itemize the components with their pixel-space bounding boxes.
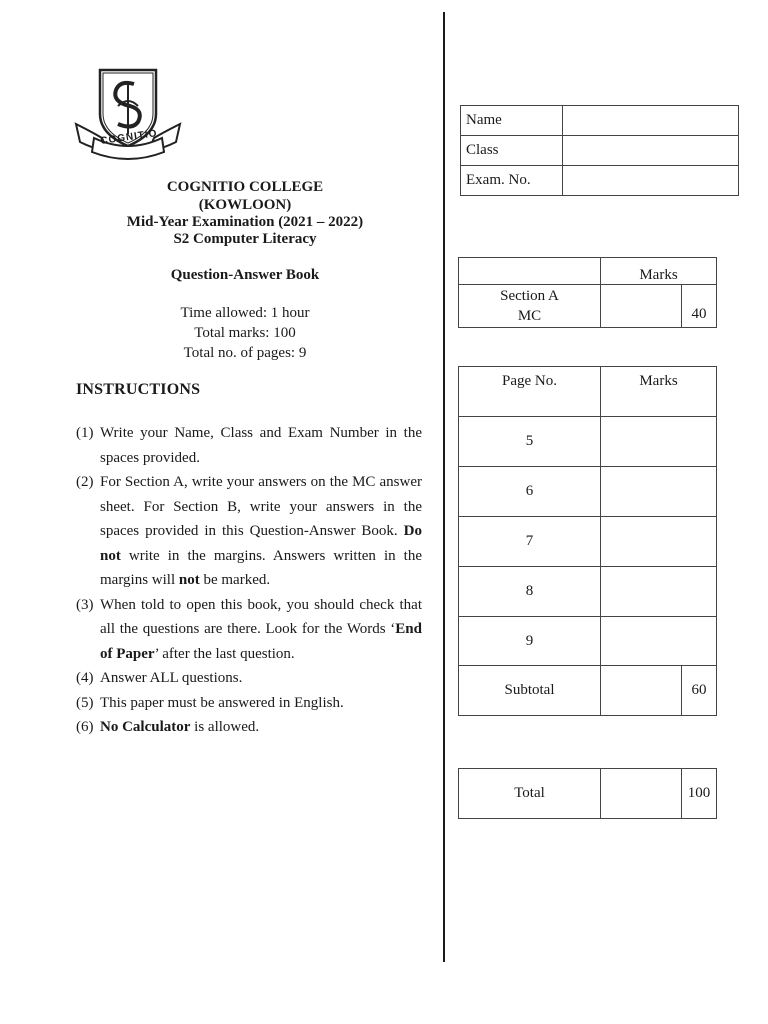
table-row xyxy=(459,367,717,417)
exam-no-field[interactable] xyxy=(563,166,739,196)
name-field[interactable] xyxy=(563,106,739,136)
instructions-list xyxy=(76,421,422,740)
table-row xyxy=(459,417,717,467)
page-number: 8 xyxy=(459,567,601,617)
total-label: Total xyxy=(459,769,601,819)
instruction-text: When told to open this book, you should check that all the questions are there. Look for the Words ‘ xyxy=(100,596,422,637)
class-label: Class xyxy=(461,136,563,166)
page-number: 5 xyxy=(459,417,601,467)
candidate-info-table xyxy=(460,105,739,196)
subtotal-max: 60 xyxy=(682,666,717,716)
table-row xyxy=(459,517,717,567)
instruction-item xyxy=(76,666,422,691)
school-name: COGNITIO COLLEGE xyxy=(166,179,324,195)
instruction-item xyxy=(76,470,422,593)
instruction-number: (4) xyxy=(76,670,94,686)
center-divider xyxy=(443,12,445,962)
table-row xyxy=(461,166,739,196)
book-title: Question-Answer Book xyxy=(170,267,320,283)
page-score-field[interactable] xyxy=(601,417,717,467)
instruction-emphasis: not xyxy=(178,572,200,588)
section-a-max: 40 xyxy=(682,285,717,328)
subject-title: S2 Computer Literacy xyxy=(173,231,317,247)
marks-header: Marks xyxy=(601,258,717,285)
instruction-number: (2) xyxy=(76,474,94,490)
exam-no-label: Exam. No. xyxy=(461,166,563,196)
exam-title: Mid-Year Examination (2021 – 2022) xyxy=(126,214,364,230)
instruction-text: This paper must be answered in English. xyxy=(100,694,344,711)
instruction-text: Write your Name, Class and Exam Number in the spaces provided. xyxy=(100,425,422,466)
name-label: Name xyxy=(461,106,563,136)
page-number: 6 xyxy=(459,467,601,517)
instruction-text: be marked. xyxy=(199,572,271,588)
total-pages: Total no. of pages: 9 xyxy=(183,345,307,361)
subtotal-score-field[interactable] xyxy=(601,666,682,716)
table-row xyxy=(461,106,739,136)
instruction-text: write in the margins. Answers written in the margins will xyxy=(100,547,422,588)
instruction-emphasis: No Calculator xyxy=(100,719,191,735)
instruction-text: is allowed. xyxy=(190,719,260,735)
time-allowed: Time allowed: 1 hour xyxy=(180,305,310,321)
subtotal-label: Subtotal xyxy=(459,666,601,716)
page-marks-table xyxy=(458,366,717,716)
section-a-label xyxy=(459,285,601,328)
total-max: 100 xyxy=(682,769,717,819)
page-no-header: Page No. xyxy=(459,367,601,417)
total-score-field[interactable] xyxy=(601,769,682,819)
table-row xyxy=(459,617,717,666)
page-number: 7 xyxy=(459,517,601,567)
page-score-field[interactable] xyxy=(601,467,717,517)
instruction-number: (3) xyxy=(76,596,94,613)
table-row xyxy=(459,567,717,617)
school-district: (KOWLOON) xyxy=(198,197,292,213)
table-row xyxy=(461,136,739,166)
table-row xyxy=(459,285,717,328)
instruction-item xyxy=(76,715,422,740)
instructions-title: INSTRUCTIONS xyxy=(76,381,201,398)
page-score-field[interactable] xyxy=(601,517,717,567)
instruction-item xyxy=(76,421,422,470)
instruction-number: (5) xyxy=(76,694,94,711)
table-row xyxy=(459,666,717,716)
table-row xyxy=(459,467,717,517)
instruction-emphasis: Do not xyxy=(100,523,422,564)
crest-banner-text: COGNITIO xyxy=(99,128,159,147)
instruction-item xyxy=(76,593,422,667)
instruction-text: For Section A, write your answers on the MC answer sheet. For Section B, write your answers in the spaces provided in this Question-Answer Book. xyxy=(100,474,422,539)
marks-header: Marks xyxy=(601,367,717,417)
total-marks-table xyxy=(458,768,717,819)
table-row xyxy=(459,258,717,285)
instruction-text: ’ after the last question. xyxy=(154,645,295,662)
section-a-score-field[interactable] xyxy=(601,285,682,328)
empty-header-cell xyxy=(459,258,601,285)
class-field[interactable] xyxy=(563,136,739,166)
table-row xyxy=(459,769,717,819)
instruction-text: Answer ALL questions. xyxy=(100,670,243,686)
page-score-field[interactable] xyxy=(601,567,717,617)
school-crest-logo xyxy=(72,62,184,162)
instruction-number: (1) xyxy=(76,425,94,441)
section-a-label-line2: MC xyxy=(517,308,542,324)
instruction-number: (6) xyxy=(76,719,94,735)
section-a-marks-table xyxy=(458,257,717,328)
page-score-field[interactable] xyxy=(601,617,717,666)
instruction-item xyxy=(76,691,422,716)
total-marks: Total marks: 100 xyxy=(194,325,296,341)
instruction-emphasis: End of Paper xyxy=(100,621,422,662)
section-a-label-line1: Section A xyxy=(500,288,559,304)
page-number: 9 xyxy=(459,617,601,666)
